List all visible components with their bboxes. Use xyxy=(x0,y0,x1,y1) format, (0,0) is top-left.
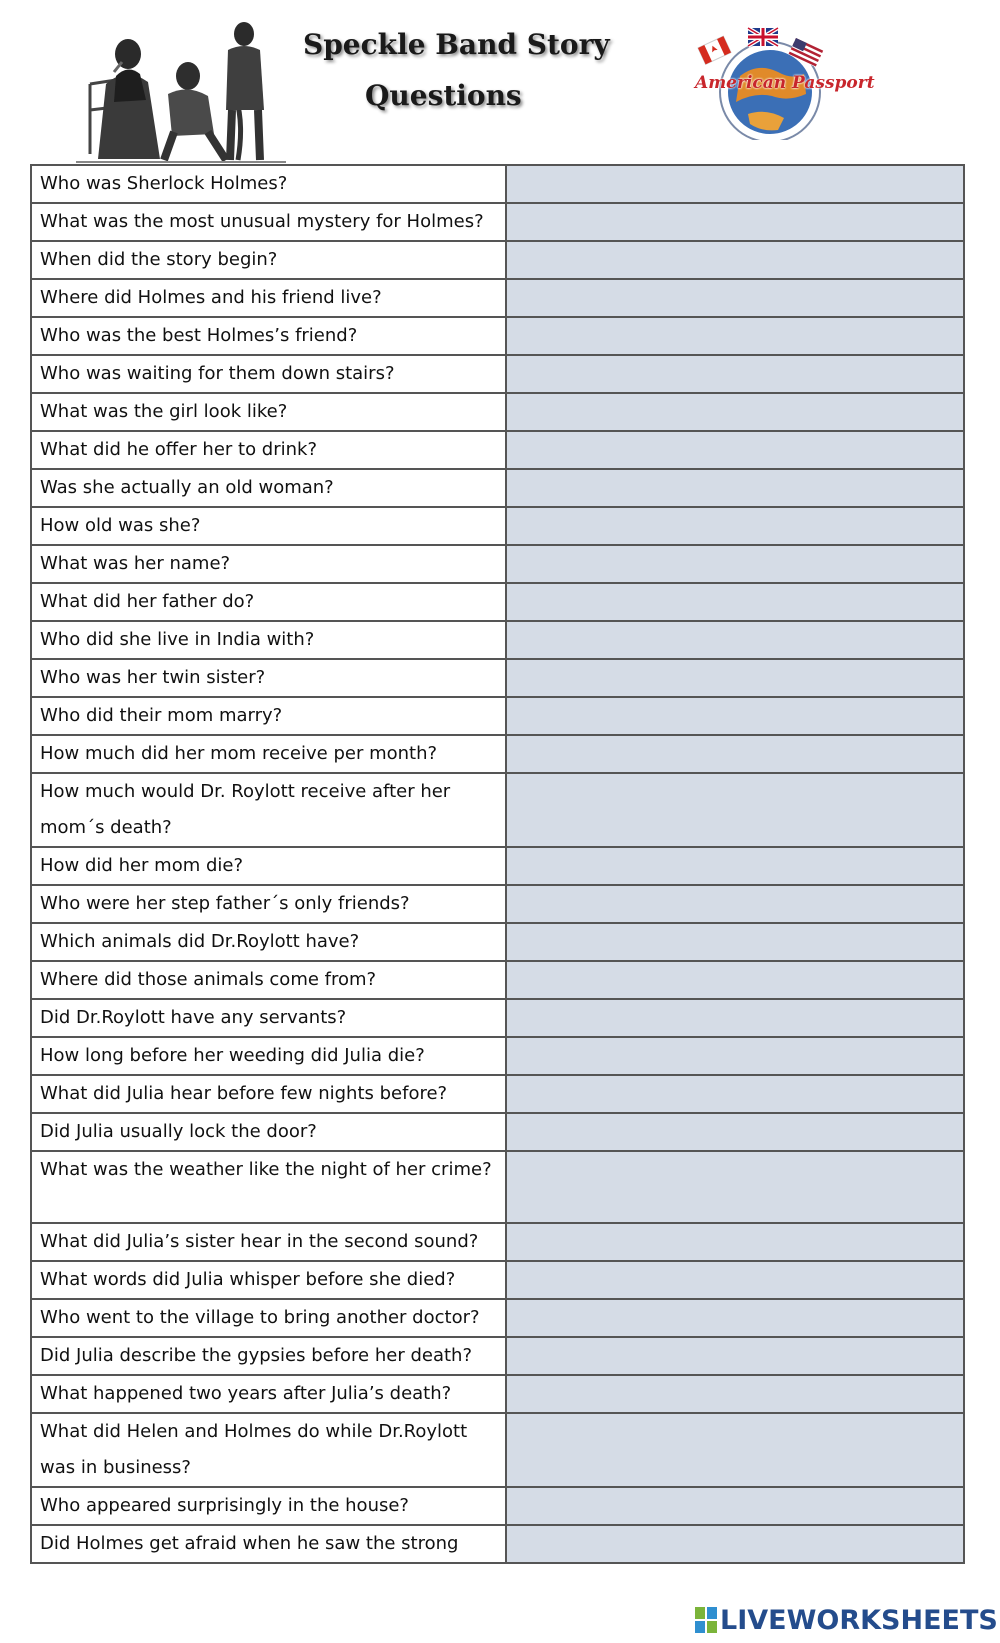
answer-cell[interactable] xyxy=(506,961,964,999)
question-cell xyxy=(31,923,506,961)
question-row xyxy=(31,1075,964,1113)
footer-brand xyxy=(695,1603,998,1637)
answer-input[interactable] xyxy=(507,280,963,314)
question-text: Who was her twin sister? xyxy=(40,667,266,688)
question-row xyxy=(31,847,964,885)
logo-text: American Passport xyxy=(695,73,875,93)
question-row xyxy=(31,621,964,659)
answer-cell[interactable] xyxy=(506,1375,964,1413)
question-cell xyxy=(31,469,506,507)
questions-table xyxy=(30,164,965,1564)
answer-input[interactable] xyxy=(507,432,963,466)
question-text: What did Helen and Holmes do while Dr.Roylott was in business? xyxy=(40,1421,468,1478)
question-text: What was the weather like the night of her crime? xyxy=(40,1159,492,1180)
answer-input[interactable] xyxy=(507,546,963,580)
answer-input[interactable] xyxy=(507,622,963,656)
answer-input[interactable] xyxy=(507,242,963,276)
question-text: Who went to the village to bring another doctor? xyxy=(40,1307,480,1328)
answer-cell[interactable] xyxy=(506,203,964,241)
question-text: What happened two years after Julia’s death? xyxy=(40,1383,452,1404)
question-text: What did he offer her to drink? xyxy=(40,439,318,460)
answer-input[interactable] xyxy=(507,1376,963,1410)
answer-cell[interactable] xyxy=(506,545,964,583)
answer-input[interactable] xyxy=(507,1488,963,1522)
question-text: Who was Sherlock Holmes? xyxy=(40,173,288,194)
question-text: Did Dr.Roylott have any servants? xyxy=(40,1007,347,1028)
answer-input[interactable] xyxy=(507,470,963,504)
question-text: What did Julia hear before few nights before? xyxy=(40,1083,448,1104)
question-cell xyxy=(31,1075,506,1113)
answer-cell[interactable] xyxy=(506,583,964,621)
question-cell xyxy=(31,1375,506,1413)
question-cell xyxy=(31,545,506,583)
question-text: Which animals did Dr.Roylott have? xyxy=(40,931,360,952)
question-cell xyxy=(31,1299,506,1337)
answer-input[interactable] xyxy=(507,698,963,732)
answer-cell[interactable] xyxy=(506,1299,964,1337)
answer-cell[interactable] xyxy=(506,355,964,393)
answer-input[interactable] xyxy=(507,736,963,770)
question-cell xyxy=(31,1037,506,1075)
question-cell xyxy=(31,1113,506,1151)
answer-cell[interactable] xyxy=(506,1413,964,1487)
answer-input[interactable] xyxy=(507,1414,963,1484)
question-row xyxy=(31,545,964,583)
question-cell xyxy=(31,773,506,847)
question-cell xyxy=(31,961,506,999)
question-cell xyxy=(31,165,506,203)
question-row xyxy=(31,1525,964,1563)
question-row xyxy=(31,999,964,1037)
answer-input[interactable] xyxy=(507,508,963,542)
answer-cell[interactable] xyxy=(506,1223,964,1261)
answer-input[interactable] xyxy=(507,1300,963,1334)
answer-cell[interactable] xyxy=(506,773,964,847)
question-row xyxy=(31,279,964,317)
answer-cell[interactable] xyxy=(506,1261,964,1299)
answer-input[interactable] xyxy=(507,166,963,200)
question-row xyxy=(31,1375,964,1413)
question-row xyxy=(31,1151,964,1223)
answer-cell[interactable] xyxy=(506,659,964,697)
question-text: When did the story begin? xyxy=(40,249,278,270)
question-row xyxy=(31,241,964,279)
answer-input[interactable] xyxy=(507,394,963,428)
answer-cell[interactable] xyxy=(506,1337,964,1375)
question-cell xyxy=(31,317,506,355)
question-text: Who did she live in India with? xyxy=(40,629,315,650)
answer-input[interactable] xyxy=(507,1152,963,1222)
answer-cell[interactable] xyxy=(506,241,964,279)
answer-input[interactable] xyxy=(507,584,963,618)
question-cell xyxy=(31,203,506,241)
answer-cell[interactable] xyxy=(506,1151,964,1223)
question-text: Who was the best Holmes’s friend? xyxy=(40,325,358,346)
question-row xyxy=(31,507,964,545)
answer-cell[interactable] xyxy=(506,393,964,431)
question-cell xyxy=(31,885,506,923)
answer-cell[interactable] xyxy=(506,1487,964,1525)
question-row xyxy=(31,735,964,773)
question-row xyxy=(31,697,964,735)
question-cell xyxy=(31,621,506,659)
question-row xyxy=(31,431,964,469)
question-row xyxy=(31,659,964,697)
answer-input[interactable] xyxy=(507,1000,963,1034)
answer-input[interactable] xyxy=(507,1114,963,1148)
question-cell xyxy=(31,507,506,545)
answer-input[interactable] xyxy=(507,962,963,996)
question-text: What did Julia’s sister hear in the second sound? xyxy=(40,1231,479,1252)
answer-input[interactable] xyxy=(507,1076,963,1110)
question-text: What was the most unusual mystery for Holmes? xyxy=(40,211,484,232)
question-text: What was her name? xyxy=(40,553,231,574)
answer-cell[interactable] xyxy=(506,735,964,773)
question-text: How much would Dr. Roylott receive after her mom´s death? xyxy=(40,781,451,838)
question-text: How old was she? xyxy=(40,515,201,536)
answer-input[interactable] xyxy=(507,318,963,352)
question-row xyxy=(31,165,964,203)
question-row xyxy=(31,1413,964,1487)
question-cell xyxy=(31,735,506,773)
question-text: Did Holmes get afraid when he saw the strong xyxy=(40,1533,459,1554)
question-cell xyxy=(31,1525,506,1563)
question-row xyxy=(31,923,964,961)
question-row xyxy=(31,1223,964,1261)
question-cell xyxy=(31,1223,506,1261)
question-text: What was the girl look like? xyxy=(40,401,288,422)
question-row xyxy=(31,1037,964,1075)
question-cell xyxy=(31,279,506,317)
question-cell xyxy=(31,583,506,621)
answer-input[interactable] xyxy=(507,774,963,844)
question-row xyxy=(31,885,964,923)
question-text: Who appeared surprisingly in the house? xyxy=(40,1495,409,1516)
question-cell xyxy=(31,1413,506,1487)
question-text: How long before her weeding did Julia die? xyxy=(40,1045,425,1066)
answer-input[interactable] xyxy=(507,660,963,694)
brand-name: LIVEWORKSHEETS xyxy=(720,1604,998,1636)
question-cell xyxy=(31,241,506,279)
answer-input[interactable] xyxy=(507,1038,963,1072)
question-cell xyxy=(31,393,506,431)
question-row xyxy=(31,317,964,355)
page-title: Speckle Band Story xyxy=(303,28,610,61)
answer-input[interactable] xyxy=(507,1262,963,1296)
answer-cell[interactable] xyxy=(506,697,964,735)
question-text: Who did their mom marry? xyxy=(40,705,283,726)
question-text: How much did her mom receive per month? xyxy=(40,743,438,764)
answer-cell[interactable] xyxy=(506,317,964,355)
answer-input[interactable] xyxy=(507,886,963,920)
worksheet-header xyxy=(0,0,1000,162)
answer-cell[interactable] xyxy=(506,1075,964,1113)
question-text: What words did Julia whisper before she died? xyxy=(40,1269,456,1290)
question-text: Did Julia describe the gypsies before her death? xyxy=(40,1345,472,1366)
question-cell xyxy=(31,1151,506,1223)
question-text: Was she actually an old woman? xyxy=(40,477,334,498)
question-row xyxy=(31,1261,964,1299)
question-text: Who was waiting for them down stairs? xyxy=(40,363,395,384)
answer-cell[interactable] xyxy=(506,1113,964,1151)
question-row xyxy=(31,1113,964,1151)
answer-input[interactable] xyxy=(507,924,963,958)
question-row xyxy=(31,1337,964,1375)
answer-input[interactable] xyxy=(507,1526,963,1560)
page-subtitle: Questions xyxy=(365,79,522,112)
answer-cell[interactable] xyxy=(506,885,964,923)
answer-cell[interactable] xyxy=(506,847,964,885)
question-row xyxy=(31,469,964,507)
question-text: Where did Holmes and his friend live? xyxy=(40,287,382,308)
question-text: Who were her step father´s only friends? xyxy=(40,893,410,914)
answer-cell[interactable] xyxy=(506,469,964,507)
answer-input[interactable] xyxy=(507,204,963,238)
question-cell xyxy=(31,659,506,697)
question-row xyxy=(31,773,964,847)
question-text: Where did those animals come from? xyxy=(40,969,377,990)
answer-cell[interactable] xyxy=(506,621,964,659)
answer-cell[interactable] xyxy=(506,165,964,203)
question-row xyxy=(31,583,964,621)
answer-cell[interactable] xyxy=(506,507,964,545)
answer-input[interactable] xyxy=(507,356,963,390)
question-cell xyxy=(31,1337,506,1375)
victorian-characters-illustration xyxy=(76,14,286,164)
question-text: Did Julia usually lock the door? xyxy=(40,1121,317,1142)
question-cell xyxy=(31,431,506,469)
answer-cell[interactable] xyxy=(506,1525,964,1563)
answer-cell[interactable] xyxy=(506,923,964,961)
question-cell xyxy=(31,1261,506,1299)
answer-cell[interactable] xyxy=(506,279,964,317)
question-cell xyxy=(31,847,506,885)
answer-input[interactable] xyxy=(507,1338,963,1372)
question-cell xyxy=(31,1487,506,1525)
question-cell xyxy=(31,999,506,1037)
question-text: How did her mom die? xyxy=(40,855,244,876)
question-row xyxy=(31,203,964,241)
question-row xyxy=(31,1299,964,1337)
question-row xyxy=(31,1487,964,1525)
answer-cell[interactable] xyxy=(506,1037,964,1075)
answer-cell[interactable] xyxy=(506,999,964,1037)
answer-input[interactable] xyxy=(507,848,963,882)
question-row xyxy=(31,355,964,393)
question-row xyxy=(31,393,964,431)
liveworksheets-logo-icon xyxy=(695,1607,717,1633)
question-text: What did her father do? xyxy=(40,591,255,612)
question-cell xyxy=(31,355,506,393)
answer-input[interactable] xyxy=(507,1224,963,1258)
question-cell xyxy=(31,697,506,735)
answer-cell[interactable] xyxy=(506,431,964,469)
question-row xyxy=(31,961,964,999)
